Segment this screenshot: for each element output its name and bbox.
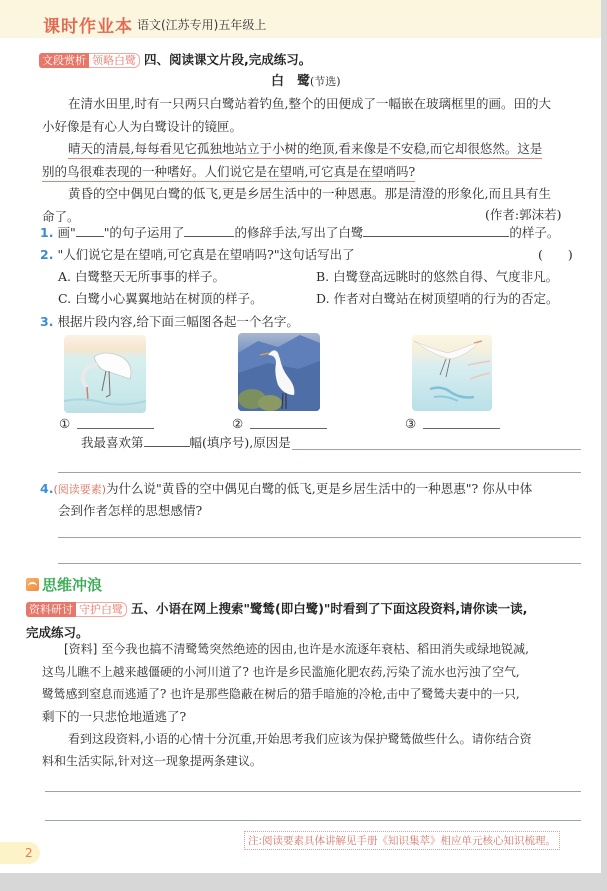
favorite-image-line (81, 434, 291, 451)
suggestion-answer-line-2[interactable] (45, 820, 581, 821)
fav-text-b: 幅(填序号),原因是 (189, 435, 291, 450)
q1-text-d: 的样子。 (509, 225, 560, 240)
q3-text: 根据片段内容,给下面三幅图各起一个名字。 (57, 314, 299, 329)
egret-mountain-illustration (238, 333, 320, 411)
material-line-1 (64, 641, 529, 657)
q2-option-b[interactable] (316, 269, 558, 285)
q2-number: 2. (40, 247, 54, 262)
q2-option-a[interactable] (58, 269, 225, 285)
passage-title-text: 白 鹭 (271, 74, 311, 89)
section5-heading (26, 601, 527, 617)
material-text-1: 至今我也搞不清鹭鸶突然绝迹的因由,也许是水流逐年衰枯、稻田消失或绿地锐减, (101, 642, 529, 656)
option-b-text: 白鹭登高远眺时的悠然自得、气度非凡。 (333, 269, 559, 284)
badge-material-study: 资料研讨 (26, 602, 76, 617)
q4-number: 4. (40, 481, 54, 496)
page-number: 2 (0, 842, 40, 864)
badge-text-appreciation: 文段赏析 (39, 53, 89, 68)
q1-blank-rhetoric[interactable] (184, 224, 234, 237)
q1-text-c: 的修辞手法,写出了白鹭 (234, 225, 364, 240)
egret-fishing-image (64, 335, 146, 413)
egret-flying-illustration (412, 335, 492, 411)
footer-note: 注:阅读要素具体讲解见手册《知识集萃》相应单元核心知识梳理。 (244, 831, 560, 850)
egret-flying-image (412, 335, 492, 411)
image-1-name-blank[interactable] (77, 428, 154, 429)
passage-p2-line1-underlined: 晴天的清晨,每每看见它孤独地站立于小树的绝顶,看来像是不安稳,而它却很悠然。这是 (68, 141, 542, 159)
material-label: [资料] (64, 642, 98, 656)
q1-text-b: "的句子运用了 (103, 225, 185, 240)
section5-instruction-line1: 五、小语在网上搜索"鹭鸶(即白鹭)"时看到了下面这段资料,请你读一读, (130, 601, 528, 616)
q1-text-a: 画" (57, 225, 76, 240)
passage-title (271, 73, 341, 90)
q1-blank-symbol[interactable] (76, 224, 104, 237)
passage-p2-line2-underlined: 别的鸟很难表现的一种嗜好。人们说它是在望哨,可它真是在望哨吗? (42, 164, 415, 182)
material-line-4: 剩下的一只悲怆地遁逃了? (42, 709, 187, 724)
subject-title: 语文(江苏专用)五年级上 (137, 18, 267, 32)
image-2-marker: ② (232, 416, 244, 431)
material-line-2: 这鸟儿瞧不上越来越僵硬的小河川道了? 也许是乡民滥施化肥农药,污染了流水也污浊了空气, (42, 665, 520, 679)
option-d-text: 作者对白鹭站在树顶望哨的行为的否定。 (333, 291, 559, 306)
task-line-2: 料和生活实际,针对这一现象提两条建议。 (42, 754, 262, 768)
passage-author: (作者:郭沫若) (485, 207, 562, 222)
wave-icon (26, 578, 39, 591)
question-2 (40, 247, 355, 263)
badge-appreciate-egret: 领略白鹭 (89, 53, 140, 68)
q2-text: "人们说它是在望哨,可它真是在望哨吗?"这句话写出了 (57, 247, 355, 262)
option-b-label: B. (316, 269, 330, 284)
thinking-section-heading (26, 574, 102, 595)
question-1 (40, 224, 559, 241)
q3-number: 3. (40, 314, 54, 329)
q4-answer-line-1[interactable] (58, 537, 581, 538)
option-c-label: C. (58, 291, 72, 306)
question-4 (40, 481, 532, 498)
q1-number: 1. (40, 225, 54, 240)
question-3 (40, 314, 299, 330)
section4-instruction: 四、阅读课文片段,完成练习。 (143, 52, 312, 67)
favorite-number-blank[interactable] (144, 434, 190, 447)
section5-instruction-line2: 完成练习。 (26, 625, 89, 640)
section4-heading (39, 52, 311, 68)
option-a-text: 白鹭整天无所事事的样子。 (75, 269, 226, 284)
option-d-label: D. (316, 291, 330, 306)
q2-option-d[interactable] (316, 291, 559, 307)
option-c-text: 白鹭小心翼翼地站在树顶的样子。 (75, 291, 263, 306)
image-2-name-blank[interactable] (250, 428, 327, 429)
passage-p1-line2: 小好像是有心人为白鹭设计的镜匣。 (42, 119, 243, 134)
badge-protect-egret: 守护白鹭 (76, 602, 127, 617)
egret-mountain-image (238, 333, 320, 411)
thinking-section-title: 思维冲浪 (42, 576, 103, 594)
fav-text-a: 我最喜欢第 (81, 435, 144, 450)
passage-p1-line1: 在清水田里,时有一只两只白鹭站着钓鱼,整个的田便成了一幅嵌在玻璃框里的画。田的大 (68, 96, 551, 111)
passage-title-note: (节选) (310, 75, 341, 88)
reason-answer-line-1[interactable] (292, 449, 581, 450)
q2-answer-paren[interactable]: ( ) (538, 247, 573, 262)
suggestion-answer-line-1[interactable] (45, 791, 581, 792)
option-a-label: A. (58, 269, 72, 284)
passage-p3-line2: 命了。 (42, 209, 80, 224)
image-1-marker: ① (59, 416, 71, 431)
q4-line1: 为什么说"黄昏的空中偶见白鹭的低飞,更是乡居生活中的一种恩惠"? 你从中体 (106, 481, 533, 496)
q1-blank-appearance[interactable] (363, 224, 509, 237)
brand-title: 课时作业本 (43, 17, 133, 37)
q2-option-c[interactable] (58, 291, 263, 307)
task-line-1: 看到这段资料,小语的心情十分沉重,开始思考我们应该为保护鹭鸶做些什么。请你结合资 (68, 732, 532, 746)
egret-fishing-illustration (64, 335, 146, 413)
q4-answer-line-2[interactable] (58, 563, 581, 564)
reading-element-tag: (阅读要素) (53, 483, 107, 496)
image-3-name-blank[interactable] (423, 428, 500, 429)
material-line-3: 鹭鸶感到窒息而逃遁了? 也许是那些隐蔽在树后的猎手暗施的冷枪,击中了鹭鸶夫妻中的一只, (42, 687, 520, 701)
passage-p3-line1: 黄昏的空中偶见白鹭的低飞,更是乡居生活中的一种恩惠。那是清澄的形象化,而且具有生 (68, 186, 551, 201)
image-3-marker: ③ (405, 416, 417, 431)
reason-answer-line-2[interactable] (58, 472, 581, 473)
q4-line2: 会到作者怎样的思想感情? (58, 503, 203, 518)
